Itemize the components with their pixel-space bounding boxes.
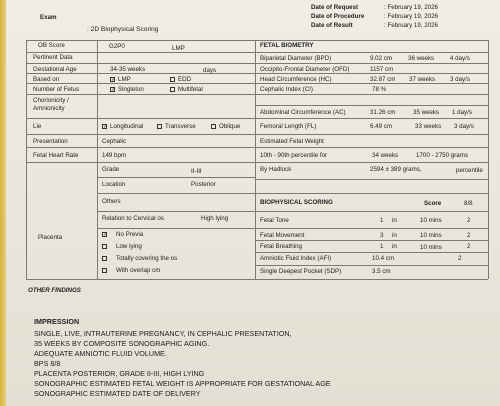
efw-label: Estimated Fetal Weight [260, 138, 324, 145]
label-column-divider [97, 40, 98, 162]
longitudinal-checkbox: ✓ [103, 124, 108, 130]
date-result-value: : February 19, 2026 [384, 22, 439, 29]
fetal-breathing-score: 2 [467, 243, 471, 250]
row-line [255, 94, 488, 95]
row-line [26, 63, 255, 64]
row-line [255, 52, 488, 53]
center-divider [255, 40, 256, 279]
ofd-label: Occipito-Frontal Diameter (OFD) [260, 66, 350, 73]
no-previa-option: No Previa [116, 231, 144, 238]
presentation-label: Presentation [33, 138, 68, 145]
row-line [255, 147, 488, 148]
fetal-breathing-count: 1 [380, 243, 384, 250]
date-procedure-value: : February 19, 2026 [384, 13, 439, 20]
ac-days: 1 day/s [452, 109, 472, 116]
row-line [97, 193, 255, 194]
edd-checkbox [170, 77, 175, 82]
row-line [26, 83, 255, 84]
fetal-movement-unit: in [392, 232, 397, 239]
lmp-label: LMP [172, 45, 185, 52]
hadlock-value: 2594 ± 389 grams, [370, 166, 422, 173]
oblique-option: Oblique [219, 123, 241, 130]
fetal-heart-rate-value: 149 bpm [102, 152, 127, 159]
presentation-value: Cephalic [102, 138, 127, 145]
fetal-movement-score: 2 [467, 232, 471, 239]
ac-label: Abdominal Circumference (AC) [260, 109, 346, 116]
row-line [255, 63, 488, 64]
ci-label: Cephalic Index (CI) [260, 86, 313, 93]
ob-score-value: G2P0 [109, 43, 125, 50]
edd-option: EDD [178, 76, 192, 83]
impression-line: PLACENTA POSTERIOR, GRADE II-III, HIGH LYING [34, 369, 205, 378]
fetal-movement-time: 10 mins [420, 232, 442, 239]
fetal-movement-count: 3 [380, 232, 384, 239]
table-right-border [488, 40, 489, 279]
row-line [255, 265, 488, 266]
row-line [26, 94, 255, 95]
afi-score: 2 [458, 255, 462, 262]
impression-line: SONOGRAPHIC ESTIMATED FETAL WEIGHT IS APPROPRIATE FOR GESTATIONAL AGE [34, 379, 331, 388]
table-bottom-border [26, 279, 488, 280]
grade-value: II-III [191, 168, 202, 175]
totally-covering-option: Totally covering the os [116, 255, 178, 262]
row-line [255, 162, 488, 163]
hadlock-percentile: percentile [456, 167, 483, 174]
fetal-tone-time: 10 mins [420, 217, 442, 224]
row-line [97, 228, 255, 229]
row-line [255, 240, 488, 241]
transverse-checkbox [157, 124, 162, 129]
fl-days: 3 day/s [454, 123, 474, 130]
impression-line: SINGLE, LIVE, INTRAUTERINE PREGNANCY, IN CEPHALIC PRESENTATION, [34, 329, 292, 338]
row-line [255, 118, 488, 119]
with-overlap-checkbox [102, 268, 107, 273]
row-line [97, 177, 255, 178]
oblique-checkbox [211, 124, 216, 129]
ofd-value: 1157 cm [370, 66, 394, 73]
multifetal-option: Multifetal [178, 86, 203, 93]
fetal-heart-rate-label: Fetal Heart Rate [33, 152, 79, 159]
row-line [26, 162, 255, 163]
table-left-border [26, 40, 27, 279]
row-line [26, 147, 255, 148]
sdp-label: Single Deepest Pocket (SDP) [260, 268, 342, 275]
bpd-value: 9.02 cm [370, 55, 393, 62]
fetal-breathing-label: Fetal Breathing [260, 243, 302, 250]
transverse-option: Transverse [165, 123, 196, 130]
exam-value: : 2D Biophysical Scoring [87, 26, 159, 33]
location-value: Posterior [191, 181, 216, 188]
bpd-days: 4 day/s [450, 55, 470, 62]
row-line [97, 211, 255, 212]
percentile-label: 10th - 90th percentile for [260, 152, 328, 159]
others-label: Others [102, 198, 121, 205]
hc-value: 32.87 cm [370, 76, 396, 83]
other-findings-heading: OTHER FINDINGS [28, 287, 81, 294]
date-result-label: Date of Result [311, 22, 353, 29]
location-label: Location [102, 181, 126, 188]
lie-label: Lie [33, 123, 42, 130]
relation-cervical-os-value: High lying [201, 215, 229, 222]
impression-heading: IMPRESSION [34, 317, 80, 326]
date-request-label: Date of Request [311, 4, 359, 11]
chorionicity-label: Chorionicity / Amnionicity [33, 97, 69, 112]
fetal-tone-unit: in [392, 217, 397, 224]
afi-label: Amniotic Fluid Index (AFI) [260, 255, 332, 262]
row-line [255, 105, 488, 106]
gestational-age-value: 34-35 weeks [110, 66, 146, 73]
grade-label: Grade [102, 166, 120, 173]
no-previa-checkbox: ✓ [103, 232, 108, 238]
hc-weeks: 37 weeks [409, 76, 436, 83]
low-lying-option: Low lying [116, 243, 142, 250]
date-procedure-label: Date of Procedure [311, 13, 365, 20]
impression-line: 35 WEEKS BY COMPOSITE SONOGRAPHIC AGING. [34, 339, 210, 348]
row-line [255, 211, 488, 212]
fetal-biometry-title: FETAL BIOMETRY [260, 42, 314, 49]
days-label: days [203, 67, 217, 74]
hc-days: 3 day/s [450, 76, 470, 83]
row-line [26, 118, 255, 119]
fetal-movement-label: Fetal Movement [260, 232, 305, 239]
low-lying-checkbox [102, 244, 107, 249]
with-overlap-option: With overlap cm [116, 267, 161, 274]
bpd-label: Biparietal Diameter (BPD) [260, 55, 332, 62]
row-line [255, 228, 488, 229]
impression-line: SONOGRAPHIC ESTIMATED DATE OF DELIVERY [34, 389, 201, 398]
fetal-tone-count: 1 [380, 217, 384, 224]
sdp-value: 3.5 cm [372, 268, 391, 275]
lmp-option: LMP [118, 76, 131, 83]
number-of-fetus-label: Number of Fetus [33, 86, 80, 93]
row-line [255, 134, 488, 135]
fl-value: 6.49 cm [370, 123, 393, 130]
ob-score-label: OB Score [38, 42, 65, 49]
fl-label: Femoral Length (FL) [260, 123, 317, 130]
gestational-age-label: Gestational Age [33, 66, 77, 73]
placenta-divider [97, 162, 98, 279]
percentile-weeks: 34 weeks [372, 152, 399, 159]
placenta-label: Placenta [38, 234, 63, 241]
totally-covering-checkbox [102, 256, 107, 261]
row-line [26, 52, 255, 53]
impression-line: ADEQUATE AMNIOTIC FLUID VOLUME. [34, 349, 167, 358]
row-line [255, 252, 488, 253]
relation-cervical-os-label: Relation to Cervical os [102, 215, 164, 222]
table-top-border [26, 40, 488, 41]
pertinent-data-label: Pertinent Data [33, 54, 73, 61]
singleton-option: Singleton [118, 86, 144, 93]
afi-value: 10.4 cm [372, 255, 395, 262]
singleton-checkbox: ✓ [111, 87, 116, 93]
row-line [255, 179, 488, 180]
longitudinal-option: Longitudinal [110, 123, 144, 130]
multifetal-checkbox [170, 87, 175, 92]
percentile-range: 1700 - 2750 grams [416, 152, 468, 159]
bpd-weeks: 36 weeks [408, 55, 435, 62]
fetal-tone-label: Fetal Tone [260, 217, 289, 224]
row-line [26, 134, 255, 135]
ci-value: 78 % [372, 86, 387, 93]
bps-score-value: 8/8 [464, 200, 473, 207]
paper-edge [0, 0, 6, 406]
impression-line: BPS 8/8 [34, 359, 61, 368]
hc-label: Head Circumference (HC) [260, 76, 332, 83]
ac-weeks: 35 weeks [413, 109, 440, 116]
fetal-breathing-time: 10 mins [420, 244, 442, 251]
fetal-breathing-unit: in [392, 243, 397, 250]
fl-weeks: 33 weeks [415, 123, 442, 130]
hadlock-label: By Hadlock [260, 166, 292, 173]
ac-value: 31.26 cm [370, 109, 396, 116]
lmp-checkbox: ✓ [111, 77, 116, 83]
bps-title: BIOPHYSICAL SCORING [260, 199, 333, 206]
row-line [255, 193, 488, 194]
fetal-tone-score: 2 [467, 217, 471, 224]
bps-score-label: Score [424, 200, 442, 207]
exam-label: Exam [40, 14, 57, 21]
based-on-label: Based on [33, 76, 60, 83]
date-request-value: : February 19, 2026 [384, 4, 439, 11]
